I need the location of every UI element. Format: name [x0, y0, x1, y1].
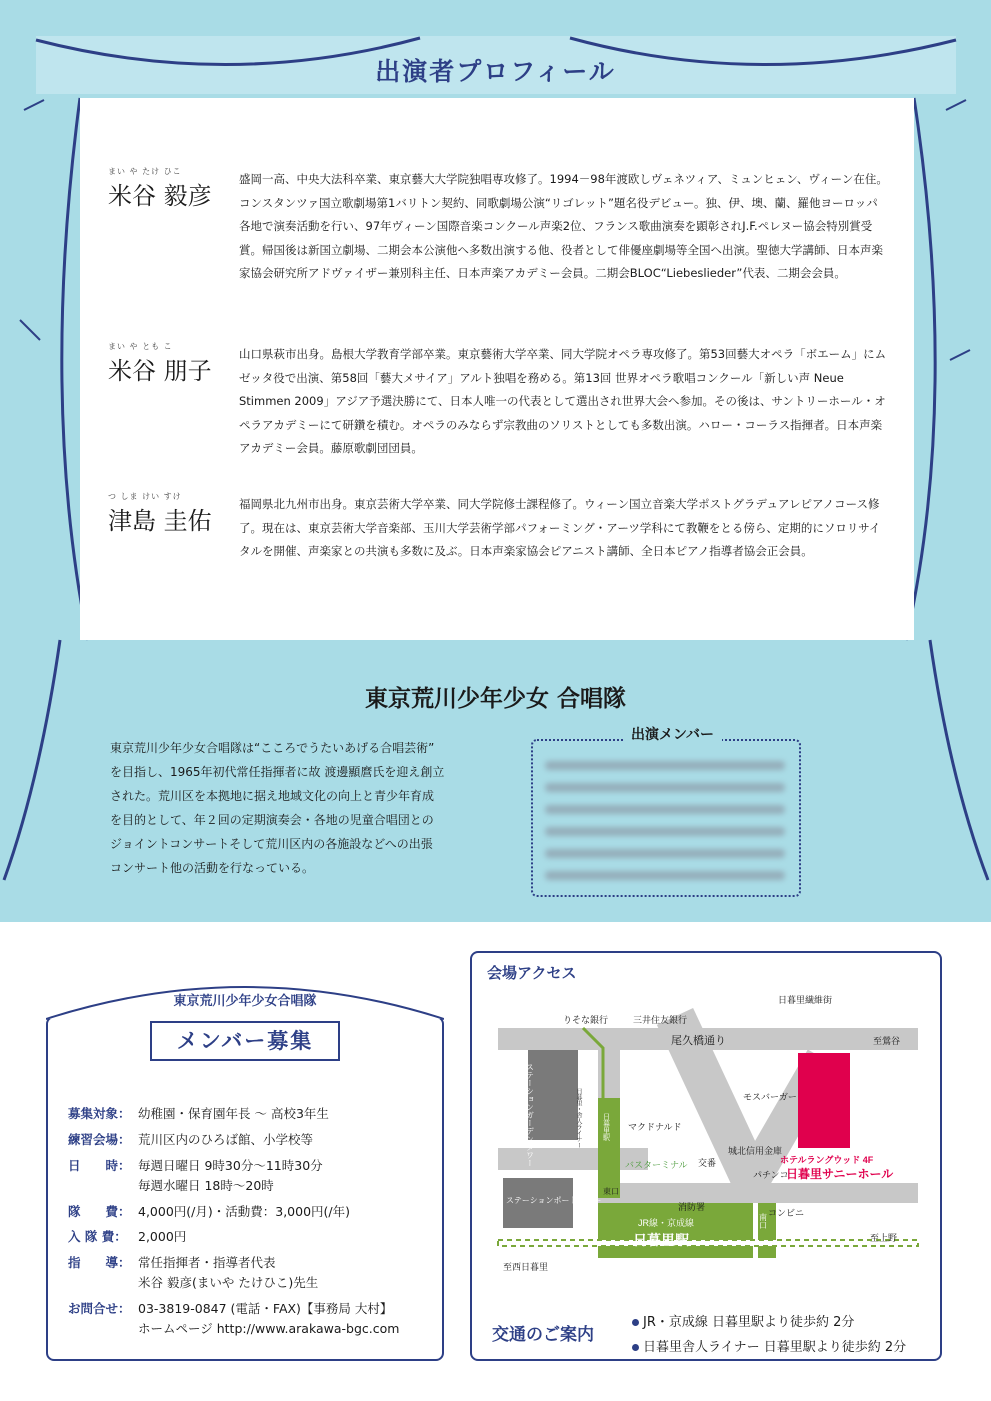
map-label: 三井住友銀行 [633, 1015, 688, 1025]
map-label: 日暮里・舎人ライナー [575, 1088, 581, 1148]
choir-line: 東京荒川少年少女合唱隊は“こころでうたいあげる合唱芸術” [110, 741, 435, 755]
map-label: ステーションポートタワー [506, 1196, 602, 1205]
recruit-key: お問合せ： [68, 1301, 131, 1316]
blurred-names [545, 783, 785, 792]
bullet-icon [632, 1319, 639, 1326]
recruit-key: 練習会場： [68, 1132, 131, 1147]
recruit-value: 毎週水曜日 18時～20時 [138, 1178, 274, 1193]
recruit-key: 隊 費： [68, 1204, 131, 1219]
map-label: 日暮里繊維街 [778, 995, 833, 1005]
name-ruby: まい や たけ ひこ [108, 167, 182, 176]
map-label: コンビニ [768, 1208, 805, 1218]
recruit-row [68, 1299, 392, 1317]
recruit-key: 指 導： [68, 1255, 131, 1270]
map-label: パチンコ [753, 1170, 789, 1180]
recruit-value: 常任指揮者・指導者代表 [138, 1255, 276, 1270]
choir-description [110, 736, 510, 880]
recruit-value: 荒川区内のひろば館、小学校等 [138, 1132, 314, 1147]
choir-line: ジョイントコンサートそして荒川区内の各施設などへの出張 [110, 837, 433, 851]
map-label: マクドナルド [628, 1122, 682, 1132]
recruit-row [68, 1273, 318, 1291]
recruit-value: 幼稚園・保育園年長 ～ 高校3年生 [138, 1106, 329, 1121]
choir-line: を目的として、年２回の定期演奏会・各地の児童合唱団との [110, 813, 434, 827]
recruit-key: 入 隊 費： [68, 1229, 127, 1244]
station-garden-tower [528, 1050, 578, 1140]
blurred-names [545, 805, 785, 814]
choir-line: された。荒川区を本拠地に据え地域文化の向上と青少年育成 [110, 789, 435, 803]
map-label: 消防署 [678, 1202, 706, 1212]
members-box [531, 727, 801, 897]
recruit-org: 東京荒川少年少女合唱隊 [173, 994, 317, 1009]
railway [498, 1240, 918, 1246]
profile-title: 出演者プロフィール [375, 57, 616, 86]
map-label: モスバーガー [743, 1092, 797, 1102]
performer-bio: 山口県萩市出身。島根大学教育学部卒業。東京藝術大学卒業、同大学院オペラ専攻修了。第53回藝大オペラ「ボエーム」にムゼッタ役で出演、第58回「藝大メサイア」アルト独唱を務める。第13回 世界オペラ歌唱コンクール「新しい声 Neue Stimmen 2009」アジア予選決勝にて、日本人唯一の代表として選出され世界大会へ参加。その後は、サントリーホール・オペラアカデミーにて研鑽を積む。オペラのみならず宗教曲のソリストとしても多数出演。ハロー・コーラス指揮者。日本声楽アカデミー会員。藤原歌劇団団員。 [239, 347, 887, 455]
map-label: 尾久橋通り [671, 1035, 726, 1047]
blurred-names [545, 849, 785, 858]
recruit-value: 2,000円 [138, 1229, 187, 1244]
access-map [488, 988, 928, 1288]
recruit-row [68, 1156, 323, 1174]
choir-line: を目指し、1965年初代常任指揮者に故 渡邊顯麿氏を迎え創立 [110, 765, 445, 779]
map-label: 日暮里駅 [633, 1232, 689, 1248]
map-label: 交番 [698, 1158, 717, 1168]
blurred-names [545, 827, 785, 836]
blurred-names [545, 761, 785, 770]
map-label: 至鶯谷 [873, 1036, 901, 1046]
recruit-row [68, 1319, 399, 1337]
map-label: りそな銀行 [563, 1015, 609, 1025]
recruit-row [68, 1227, 186, 1245]
transport-text: JR・京成線 日暮里駅より徒歩約 2分 [643, 1315, 855, 1330]
members-title: 出演メンバー [623, 724, 722, 744]
recruit-key: 募集対象： [68, 1106, 131, 1121]
choir-line: コンサート他の活動を行なっている。 [110, 861, 315, 875]
recruit-value: 毎週日曜日 9時30分～11時30分 [138, 1158, 323, 1173]
performer-name: 米谷 毅彦 [108, 182, 212, 210]
recruit-value: 03-3819-0847 (電話・FAX)【事務局 大村】 [138, 1301, 393, 1316]
hotel-building [798, 1053, 850, 1148]
performer-name: 米谷 朋子 [108, 357, 212, 385]
choir-title: 東京荒川少年少女 合唱隊 [364, 686, 626, 712]
map-label: 至上野 [870, 1233, 898, 1243]
performer-bio: 福岡県北九州市出身。東京芸術大学卒業、同大学院修士課程修了。ウィーン国立音楽大学ポストグラデュアレピアノコース修了。現在は、東京芸術大学音楽部、玉川大学芸術学部パフォーミング・アーツ学科にて教鞭をとる傍ら、定期的にソロリサイタルを開催、声楽家との共演も多数に及ぶ。日本声楽家協会ピアニスト講師、全日本ピアノ指導者協会正会員。 [239, 497, 881, 558]
map-label: 日暮里サニーホール [786, 1167, 894, 1181]
recruit-row [68, 1104, 329, 1122]
recruit-banner: メンバー募集 [150, 1021, 340, 1061]
transport-text: 日暮里舎人ライナー 日暮里駅より徒歩約 2分 [643, 1340, 907, 1355]
name-ruby: まい や とも こ [108, 342, 173, 351]
recruit-value: 4,000円(/月)・活動費：3,000円(/年) [138, 1204, 350, 1219]
recruit-row [68, 1253, 276, 1271]
access-title: 会場アクセス [487, 964, 577, 982]
map-label: 日暮里駅 [602, 1113, 610, 1141]
name-ruby: つ しま けい すけ [108, 492, 182, 501]
map-label: 南口 [758, 1213, 768, 1229]
recruit-value: ホームページ http://www.arakawa-bgc.com [138, 1321, 400, 1336]
recruit-key: 日 時： [68, 1158, 131, 1173]
recruit-row [68, 1202, 350, 1220]
recruit-value: 米谷 毅彦(まいや たけひこ)先生 [138, 1275, 319, 1290]
map-label: 至西日暮里 [503, 1262, 549, 1272]
recruit-row [68, 1130, 313, 1148]
blurred-names [545, 871, 785, 880]
bullet-icon [632, 1344, 639, 1351]
transport-title: 交通のご案内 [492, 1325, 594, 1345]
map-label: JR線・京成線 [638, 1218, 694, 1228]
jr-station [598, 1203, 753, 1258]
map-label: ホテルラングウッド 4F [780, 1155, 874, 1165]
performer-bio: 盛岡一高、中央大法科卒業、東京藝大大学院独唱専攻修了。1994－98年渡欧しヴェネツィア、ミュンヒェン、ヴィーン在住。コンスタンツァ国立歌劇場第1バリトン契約、同歌劇場公演“リゴレット”題名役デビュー。独、伊、墺、蘭、羅他ヨーロッパ各地で演奏活動を行い、97年ヴィーン国際音楽コンクール声楽2位、フランス歌曲演奏を顕彰されJ.F.ペレヌー協会特別賞受賞。帰国後は新国立劇場、二期会本公演他へ多数出演する他、役者として俳優座劇場等全国へ出演。聖徳大学講師、日本声楽家協会研究所アドヴァイザー兼別科主任、日本声楽アカデミー会員。二期会BLOC“Liebeslieder”代表、二期会会員。 [239, 172, 888, 280]
map-label: 城北信用金庫 [728, 1146, 783, 1156]
map-label: バスターミナル [625, 1160, 688, 1170]
recruit-row [68, 1176, 274, 1194]
transport-line [632, 1336, 906, 1355]
map-label: ステーションガーデンタワー [525, 1063, 535, 1167]
transport-line [632, 1311, 854, 1330]
map-label: 東口 [603, 1187, 619, 1196]
performer-name: 津島 圭佑 [108, 507, 212, 535]
